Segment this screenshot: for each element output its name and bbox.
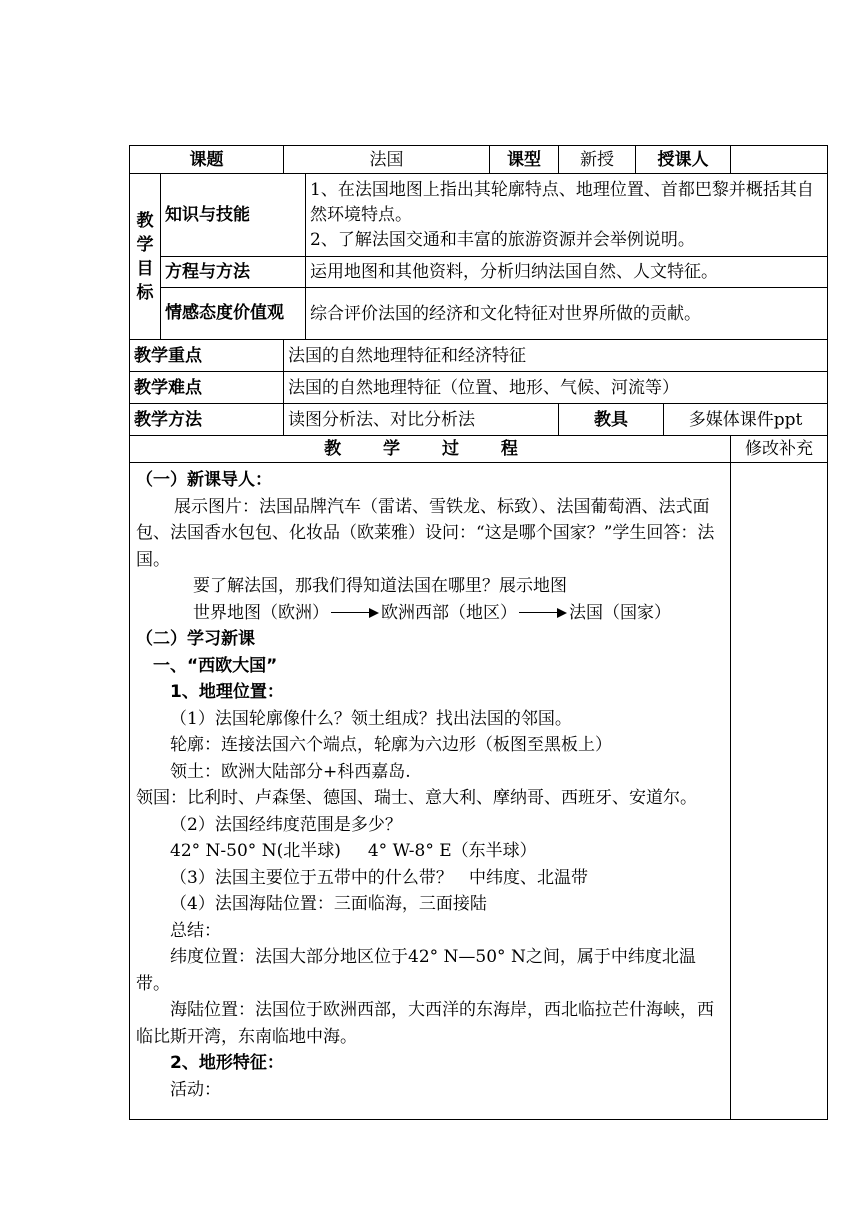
question-zone: （3）法国主要位于五带中的什么带？ 中纬度、北温带 bbox=[170, 867, 589, 888]
objective-row-method bbox=[130, 257, 828, 288]
question-sea-land: （4）法国海陆位置：三面临海，三面接陆 bbox=[170, 894, 487, 914]
objective-label-method: 方程与方法 bbox=[161, 257, 306, 288]
answer-neighbors: 领国：比利时、卢森堡、德国、瑞士、意大利、摩纳哥、西班牙、安道尔。 bbox=[136, 788, 697, 808]
process-header-row bbox=[130, 436, 828, 463]
topic-label: 课题 bbox=[130, 146, 284, 174]
section-intro-heading: （一）新课导人： bbox=[136, 470, 272, 490]
objective-value-method: 运用地图和其他资料，分析归纳法国自然、人文特征。 bbox=[306, 257, 828, 288]
teacher-label: 授课人 bbox=[636, 146, 731, 174]
lesson-plan-table bbox=[129, 145, 828, 1120]
answer-territory: 领土：欧洲大陆部分+科西嘉岛. bbox=[170, 761, 411, 782]
methods-row bbox=[130, 404, 828, 436]
summary-latitude: 纬度位置：法国大部分地区位于42° N—50° N之间，属于中纬度北温带。 bbox=[136, 947, 696, 994]
objective-value-attitude: 综合评价法国的经济和文化特征对世界所做的贡献。 bbox=[306, 288, 828, 340]
difficulties-label: 教学难点 bbox=[130, 372, 284, 404]
teacher-value bbox=[731, 146, 828, 174]
map-flow: 世界地图（欧洲） 欧洲西部（地区） 法国（国家） bbox=[193, 602, 671, 623]
intro-paragraph: 展示图片：法国品牌汽车（雷诺、雪铁龙、标致）、法国葡萄酒、法式面包、法国香水包包、化妆品（欧莱雅）设问：“这是哪个国家？”学生回答：法国。 bbox=[136, 496, 715, 570]
difficulties-value: 法国的自然地理特征（位置、地形、气候、河流等） bbox=[284, 372, 828, 404]
objective-label-knowledge: 知识与技能 bbox=[161, 174, 306, 257]
arrow-right-icon bbox=[331, 608, 379, 618]
section-location-heading: 1、地理位置： bbox=[170, 682, 284, 702]
objectives-label: 教 学 目 标 bbox=[130, 174, 161, 340]
intro-map-paragraph: 要了解法国，那我们得知道法国在哪里？展示地图 bbox=[193, 576, 567, 596]
activity-label: 活动： bbox=[170, 1079, 221, 1100]
process-body-row bbox=[130, 463, 828, 1120]
objective-row-knowledge bbox=[130, 174, 828, 257]
difficulties-row bbox=[130, 372, 828, 404]
answer-outline: 轮廓：连接法国六个端点，轮廓为六边形（板图至黑板上） bbox=[170, 735, 612, 755]
methods-label: 教学方法 bbox=[130, 404, 284, 436]
tools-value: 多媒体课件ppt bbox=[664, 404, 828, 436]
objective-label-attitude: 情感态度价值观 bbox=[161, 288, 306, 340]
revise-label: 修改补充 bbox=[731, 436, 828, 463]
question-outline: （1）法国轮廓像什么？领土组成？找出法国的邻国。 bbox=[170, 708, 572, 729]
objective-value-knowledge: 1、在法国地图上指出其轮廓特点、地理位置、首都巴黎并概括其自然环境特点。 2、了解法国交通和丰富的旅游资源并会举例说明。 bbox=[306, 174, 828, 257]
revise-column bbox=[731, 463, 828, 1120]
summary-sea-land: 海陆位置：法国位于欧洲西部，大西洋的东海岸，西北临拉芒什海峡，西临比斯开湾，东南临地中海。 bbox=[136, 1000, 714, 1047]
objective-row-attitude bbox=[130, 288, 828, 340]
header-row bbox=[130, 146, 828, 174]
section-new-lesson-heading: （二）学习新课 bbox=[136, 629, 255, 649]
process-title: 教 学 过 程 bbox=[130, 436, 731, 463]
type-label: 课型 bbox=[490, 146, 559, 174]
key-points-label: 教学重点 bbox=[130, 340, 284, 372]
section-terrain-heading: 2、地形特征： bbox=[170, 1053, 284, 1073]
question-coordinates: （2）法国经纬度范围是多少？ bbox=[170, 814, 402, 835]
arrow-right-icon bbox=[519, 608, 567, 618]
section-western-europe-heading: 一、“西欧大国” bbox=[153, 655, 278, 676]
key-points-row bbox=[130, 340, 828, 372]
methods-value: 读图分析法、对比分析法 bbox=[284, 404, 559, 436]
topic-value: 法国 bbox=[284, 146, 490, 174]
process-content bbox=[130, 463, 731, 1120]
summary-label: 总结： bbox=[170, 920, 221, 941]
tools-label: 教具 bbox=[559, 404, 664, 436]
type-value: 新授 bbox=[559, 146, 636, 174]
answer-coordinates: 42° N-50° N(北半球) 4° W-8° E（东半球） bbox=[170, 841, 537, 861]
key-points-value: 法国的自然地理特征和经济特征 bbox=[284, 340, 828, 372]
